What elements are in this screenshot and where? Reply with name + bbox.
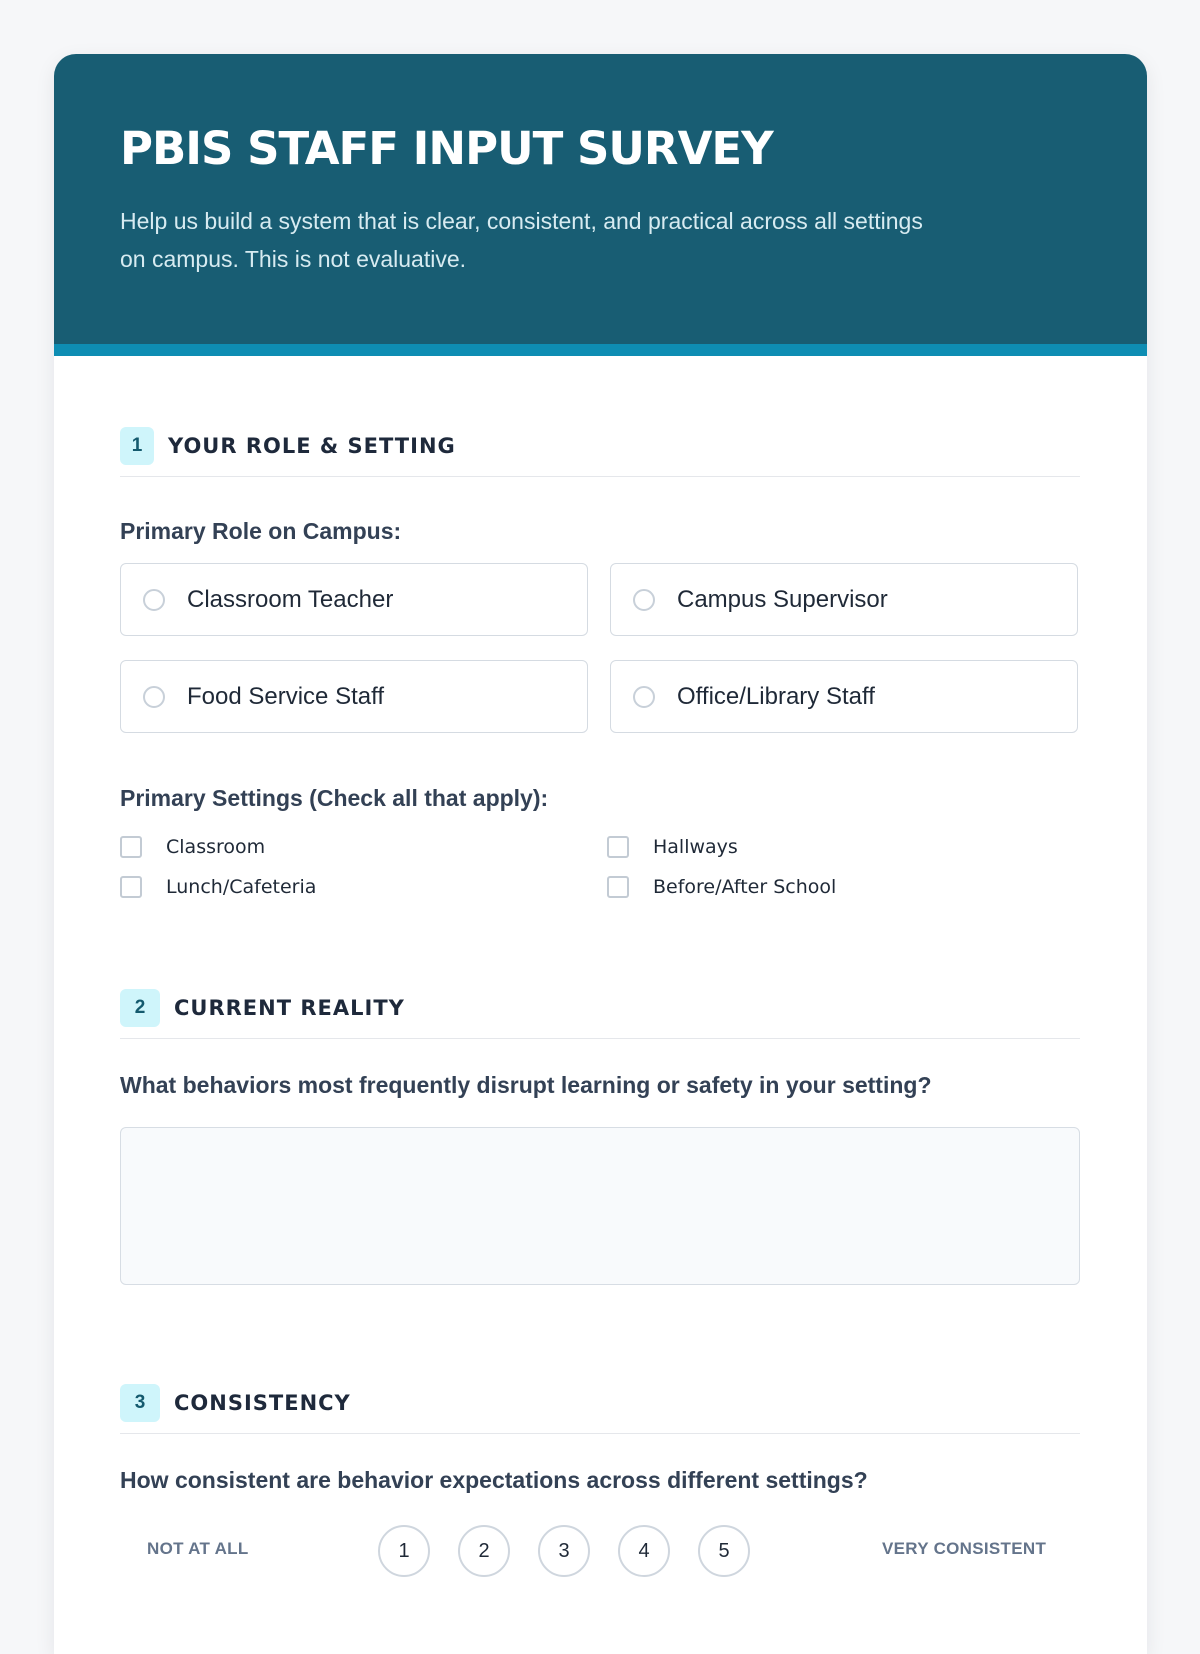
scale-option-1[interactable]: 1 [378,1525,430,1577]
section-number-badge: 1 [120,427,154,465]
radio-circle-icon [633,686,655,708]
page-subtitle: Help us build a system that is clear, consistent, and practical across all settings on campus. This is not evaluative. [120,207,923,272]
radio-circle-icon [633,589,655,611]
setting-label: Classroom [166,836,266,858]
checkbox-icon [607,836,629,858]
setting-checkbox-hallways[interactable] [607,836,738,858]
page-title: PBIS STAFF INPUT SURVEY [120,122,773,175]
section-header [120,980,1080,1039]
scale-high-label: VERY CONSISTENT [882,1539,1047,1558]
disruptive-behaviors-textarea[interactable] [120,1127,1080,1285]
setting-checkbox-classroom[interactable] [120,836,265,858]
setting-checkbox-lunch-cafeteria[interactable] [120,876,316,898]
section-number-badge: 3 [120,1384,160,1422]
scale-option-5[interactable]: 5 [698,1525,750,1577]
survey-card [54,54,1147,1654]
scale-option-4[interactable]: 4 [618,1525,670,1577]
scale-option-2[interactable]: 2 [458,1525,510,1577]
setting-label: Lunch/Cafeteria [166,876,317,898]
setting-label: Before/After School [653,876,837,898]
role-option-label: Classroom Teacher [187,585,394,613]
radio-circle-icon [143,589,165,611]
section-header [120,1375,1080,1434]
role-option-label: Campus Supervisor [677,585,888,613]
setting-checkbox-before-after-school[interactable] [607,876,836,898]
consistency-question: How consistent are behavior expectations across different settings? [120,1467,868,1493]
role-option-campus-supervisor[interactable] [610,563,1078,636]
section-consistency [120,1375,1080,1615]
section-number-badge: 2 [120,989,160,1027]
section-header [120,418,1080,477]
role-option-label: Food Service Staff [187,682,384,710]
section-title: YOUR ROLE & SETTING [168,434,456,458]
role-option-food-service-staff[interactable] [120,660,588,733]
survey-header [54,54,1147,356]
role-question-label: Primary Role on Campus: [120,518,402,544]
setting-label: Hallways [653,836,738,858]
section-role-setting [120,418,1080,958]
checkbox-icon [120,836,142,858]
settings-question-label: Primary Settings (Check all that apply): [120,785,549,811]
checkbox-icon [607,876,629,898]
role-option-label: Office/Library Staff [677,682,875,710]
section-title: CONSISTENCY [174,1391,351,1415]
section-title: CURRENT REALITY [174,996,405,1020]
role-option-office-library-staff[interactable] [610,660,1078,733]
role-option-classroom-teacher[interactable] [120,563,588,636]
disruptive-behaviors-question: What behaviors most frequently disrupt learning or safety in your setting? [120,1072,932,1098]
scale-option-3[interactable]: 3 [538,1525,590,1577]
checkbox-icon [120,876,142,898]
section-current-reality [120,980,1080,1320]
radio-circle-icon [143,686,165,708]
scale-low-label: NOT AT ALL [147,1539,249,1558]
